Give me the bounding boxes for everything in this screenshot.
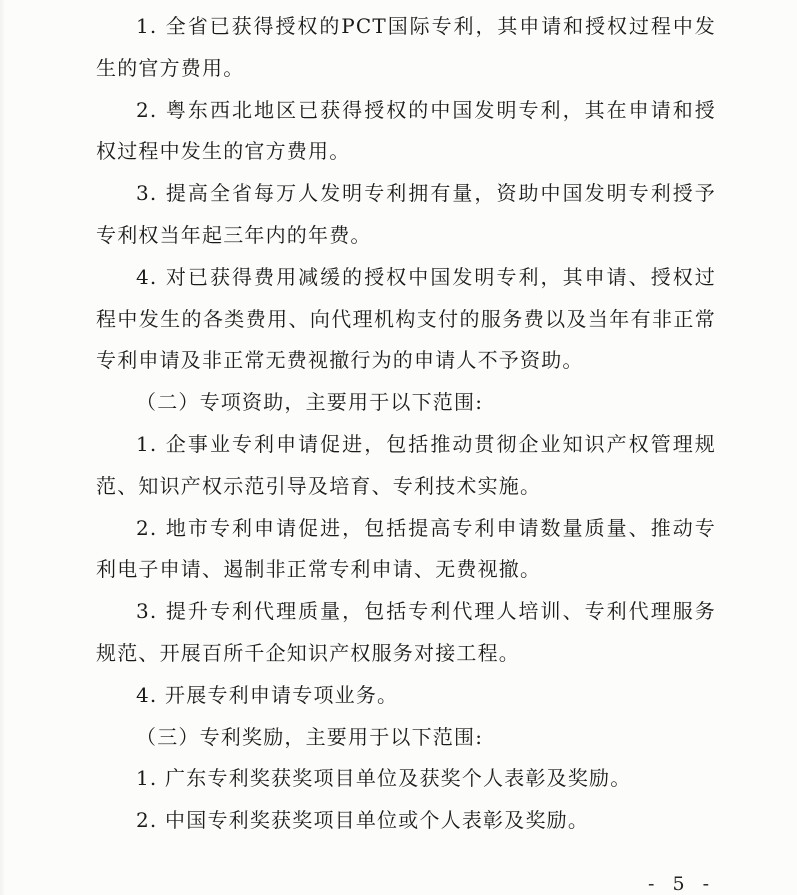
paragraph-pct-patent-fees: 1. 全省已获得授权的PCT国际专利，其申请和授权过程中发生的官方费用。 [96,14,716,80]
paragraph-enterprise-promotion: 1. 企事业专利申请促进，包括推动贯彻企业知识产权管理规范、知识产权示范引导及培育、专利技术实施。 [96,431,716,498]
paragraph-east-west-north-fees: 2. 粤东西北地区已获得授权的中国发明专利，其在申请和授权过程中发生的官方费用。 [96,97,716,164]
paragraph-no-subsidy-conditions: 4. 对已获得费用减缓的授权中国发明专利，其申请、授权过程中发生的各类费用、向代理机构支付的服务费以及当年有非正常专利申请及非正常无费视撤行为的申请人不予资助。 [96,264,716,373]
paragraph-china-award: 2. 中国专利奖获奖项目单位或个人表彰及奖励。 [136,808,590,833]
paragraph-city-promotion: 2. 地市专利申请促进，包括提高专利申请数量质量、推动专利电子申请、遏制非正常专利申请、无费视撤。 [96,515,716,582]
paragraph-special-business: 4. 开展专利申请专项业务。 [136,682,399,707]
page-number: - 5 - [648,873,716,895]
document-body [96,6,716,842]
section-heading-patent-awards: （三）专利奖励，主要用于以下范围: [136,724,484,749]
paragraph-guangdong-award: 1. 广东专利奖获奖项目单位及获奖个人表彰及奖励。 [136,766,632,791]
paragraph-annual-fee-subsidy: 3. 提高全省每万人发明专利拥有量，资助中国发明专利授予专利权当年起三年内的年费。 [96,181,716,247]
section-heading-special-subsidy: （二）专项资助，主要用于以下范围: [136,390,484,415]
scan-edge-shadow [0,0,6,895]
paragraph-agency-quality: 3. 提升专利代理质量，包括专利代理人培训、专利代理服务规范、开展百所千企知识产权服务对接工程。 [96,599,716,665]
